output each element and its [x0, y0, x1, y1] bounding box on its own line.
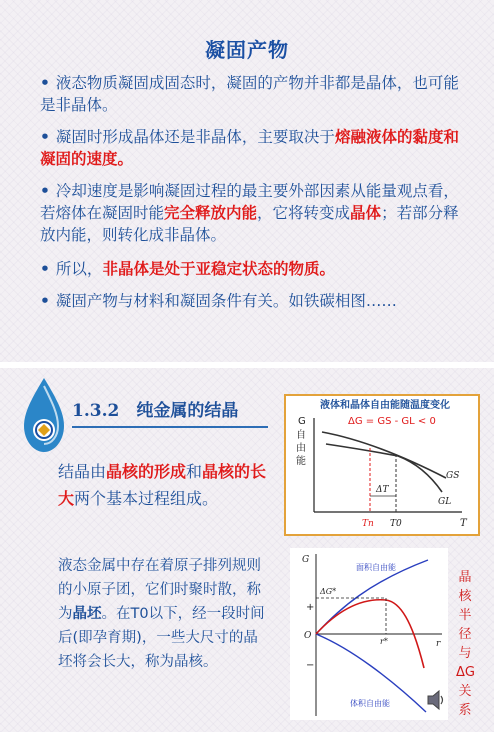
- paragraph-crystallization: [58, 458, 268, 512]
- para2-text-b: 。在T0以下，经一段时间后(即孕育期)，一些大尺寸的晶坯将会长大，称为晶核。: [58, 606, 265, 670]
- speaker-icon[interactable]: [426, 688, 446, 712]
- chart2-xlabel: r: [436, 639, 441, 649]
- para1-text-c: 两个基本过程组成。: [74, 489, 219, 508]
- chart2-volume-label: 体积自由能: [350, 699, 390, 708]
- bullet-dot: •: [40, 182, 50, 200]
- slide-title: 凝固产物: [205, 38, 289, 62]
- logo-icon: [22, 376, 66, 454]
- slide-solidification-products: [0, 0, 494, 362]
- chart2-rstar-label: r*: [380, 637, 388, 646]
- chart1-ylabel-3: 能: [296, 456, 306, 467]
- bullet-dot: •: [40, 292, 50, 310]
- chart2-dg-label: ΔG*: [320, 587, 337, 596]
- chart1-ylabel-1: 自: [296, 430, 306, 441]
- vertical-chart-label: 晶核半径与ΔG关系: [456, 570, 475, 718]
- bullet-3-text-c: ；若部分释放内能，则转化成非晶体。: [40, 204, 459, 244]
- chart1-delta-label: ΔT: [376, 485, 389, 495]
- bullet-2-highlight: 熔融液体的黏度和凝固的速度。: [40, 128, 459, 168]
- bullet-3-highlight-2: 晶体: [350, 204, 382, 222]
- chart2-plus: +: [306, 602, 315, 613]
- chart2-minus: −: [306, 660, 315, 671]
- bullet-5-text: 凝固产物与材料和凝固条件有关。如铁碳相图……: [55, 292, 397, 310]
- bullet-5: [40, 290, 460, 312]
- nucleus-radius-dg-svg: [290, 548, 448, 720]
- bullet-3-text-a: 冷却速度是影响凝固过程的最主要外部因素从能量观点看，若熔体在凝固时能: [40, 182, 459, 222]
- chart2-surface-label: 面积自由能: [356, 563, 396, 572]
- para2-bold: 晶坯: [72, 606, 102, 622]
- bullet-3: [40, 180, 460, 246]
- paragraph-embryo: [58, 554, 272, 674]
- chart1-ylabel-2: 由: [296, 443, 306, 454]
- free-energy-temperature-chart: [284, 394, 480, 536]
- chart1-ylabel-0: G: [298, 416, 306, 427]
- bullet-4: [40, 258, 460, 280]
- bullet-1: [40, 72, 460, 116]
- chart2-origin: O: [304, 631, 312, 641]
- para2-text-a: 液态金属中存在着原子排列规则的小原子团，它们时聚时散，称为: [58, 558, 261, 622]
- bullet-2-text: 凝固时形成晶体还是非晶体，主要取决于: [55, 128, 335, 146]
- chart1-t0-tick: T0: [390, 519, 402, 529]
- para1-highlight-1: 晶核的形成: [106, 462, 187, 481]
- chart1-curve-gs: [322, 432, 446, 478]
- chart2-ylabel: G: [302, 555, 310, 565]
- free-energy-temperature-svg: [286, 396, 478, 534]
- bullet-3-text-b: ，它将转变成: [257, 204, 351, 222]
- bullet-3-highlight-1: 完全释放内能: [164, 204, 258, 222]
- para1-text-a: 结晶由: [58, 462, 107, 481]
- chart1-gl-label: GL: [438, 497, 452, 507]
- para1-highlight-2: 晶核的长大: [58, 462, 267, 508]
- section-title: 1.3.2 纯金属的结晶: [72, 401, 239, 421]
- bullet-4-highlight: 非晶体是处于亚稳定状态的物质。: [102, 260, 335, 278]
- bullet-dot: •: [40, 128, 50, 146]
- chart1-gs-label: GS: [446, 471, 460, 481]
- bullet-4-text: 所以，: [55, 260, 103, 278]
- section-underline: [72, 426, 268, 428]
- bullet-1-text: 液态物质凝固成固态时，凝固的产物并非都是晶体，也可能是非晶体。: [40, 74, 459, 114]
- nucleus-radius-dg-chart: [290, 548, 448, 720]
- para1-text-b: 和: [186, 462, 203, 481]
- bullet-dot: •: [40, 260, 50, 278]
- chart1-formula: ΔG = GS - GL < 0: [348, 416, 436, 427]
- slide-pure-metal-crystallization: [0, 368, 494, 732]
- bullet-2: [40, 126, 460, 170]
- bullet-dot: •: [40, 74, 50, 92]
- chart1-xlabel: T: [460, 518, 467, 529]
- chart1-tn-tick: Tn: [362, 519, 374, 529]
- chart1-title: 液体和晶体自由能随温度变化: [320, 400, 450, 411]
